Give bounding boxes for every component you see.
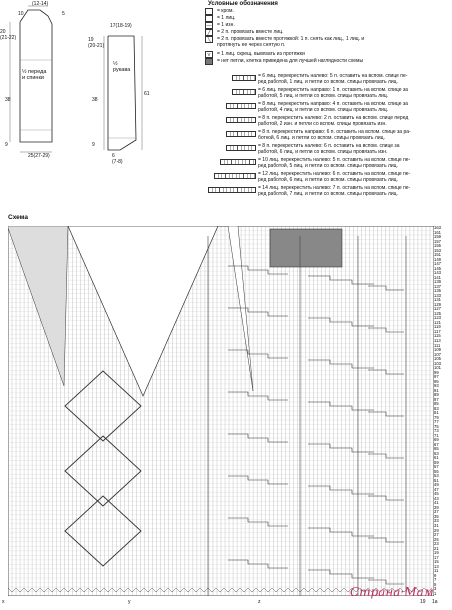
sleeve-mid-measure: 38	[92, 97, 98, 103]
row-number: 37	[434, 509, 439, 515]
row-number: 141	[434, 274, 441, 280]
cable-legend-text: = 8 п. перекрестить налево: 2 п. оставить на вспом. спице перед	[258, 115, 409, 121]
schematic-side-lower: 9	[5, 142, 8, 148]
row-number: 31	[434, 523, 439, 528]
row-number: 117	[434, 328, 441, 334]
row-number: 53	[434, 473, 439, 479]
schematic-bottom-measure: 25(27-29)	[28, 153, 50, 159]
sleeve-outline	[108, 36, 136, 150]
cable-legend-text: = 12 лиц. перекрестить налево: 6 п. оставить на вспом. спице пе-	[258, 171, 411, 177]
sleeve-lower-measure: 9	[92, 142, 95, 148]
row-number: 79	[434, 414, 439, 420]
row-number: 103	[434, 360, 441, 366]
row-number: 101	[434, 365, 441, 371]
bottom-mark-right2: 1a	[432, 599, 438, 605]
row-number: 105	[434, 356, 441, 362]
legend-item-text: = 2 п. провязать вместе лиц.	[217, 29, 284, 35]
legend-symbol-icon: ╲	[205, 36, 213, 43]
row-number: 11	[434, 568, 439, 574]
row-number: 85	[434, 401, 439, 407]
bottom-mark-mid2: z	[258, 599, 261, 605]
row-number: 143	[434, 270, 441, 276]
row-number: 115	[434, 333, 441, 339]
cable-legend-text-cont: ред работой, 1 лиц. и петли со вспом. спицы провязать лиц.	[258, 79, 398, 85]
row-number: 7	[434, 577, 437, 583]
legend-item-text: = 2 п. провязать вместе протяжкой: 1 п. снять как лиц., 1 лиц. и	[217, 36, 365, 42]
row-number: 27	[434, 532, 439, 538]
legend-symbol-icon	[205, 8, 213, 15]
row-number: 67	[434, 441, 439, 447]
row-number: 69	[434, 437, 439, 443]
cable-legend-text-cont: работой, 5 лиц. и петли со вспом. спицы провязать лиц.	[258, 93, 389, 99]
row-number: 45	[434, 491, 439, 497]
row-number: 29	[434, 527, 439, 533]
row-number: 61	[434, 455, 439, 461]
watermark-suffix: Мам	[404, 585, 434, 599]
row-number: 49	[434, 482, 439, 488]
cable-symbol-icon	[214, 173, 256, 179]
cable-symbol-icon	[232, 75, 256, 81]
legend-item-text-cont: протянуть ее через снятую п.	[217, 41, 286, 48]
cable-legend-text: = 8 п. перекрестить налево: 6 п. оставить на вспом. спице за	[258, 143, 400, 149]
cable-legend-text-cont: работой, 6 лиц. и петли со вспом. спицы провязать изн.	[258, 149, 388, 155]
cable-symbol-icon	[220, 159, 256, 165]
legend-item-text: = 1 лиц.	[217, 15, 236, 21]
legend-symbol-icon	[205, 15, 213, 22]
row-number: 63	[434, 450, 439, 456]
row-number: 157	[434, 238, 441, 244]
legend-item	[205, 58, 445, 66]
cable-legend-text-cont: ред работой, 7 лиц. и петли со вспом. спицы провязать лиц.	[258, 191, 398, 197]
row-number: 9	[434, 572, 437, 578]
row-number: 127	[434, 306, 441, 312]
bottom-mark-mid1: y	[128, 599, 131, 605]
watermark-dot: ·	[400, 585, 405, 599]
front-back-label: ½ переда и спинки	[22, 69, 47, 81]
sleeve-bottom-measure: 6 (7-8)	[112, 153, 123, 165]
legend-item-text: = нет петли, клетка приведена для лучшей наглядности схемы	[217, 58, 364, 64]
cable-symbol-icon	[226, 145, 256, 151]
row-number: 135	[434, 288, 441, 294]
row-number: 95	[434, 378, 439, 384]
row-number: 55	[434, 468, 439, 474]
bottom-mark-left: x	[2, 599, 5, 605]
row-number: 89	[434, 392, 439, 398]
row-number: 161	[434, 229, 441, 235]
row-number: 51	[434, 477, 439, 483]
row-number: 77	[434, 419, 439, 425]
row-number: 25	[434, 536, 439, 542]
cable-symbol-icon	[226, 103, 256, 109]
row-number: 99	[434, 369, 439, 375]
row-number: 131	[434, 297, 441, 303]
cable-legend-text: = 8 п. перекрестить направо: 6 п. оставить на вспом. спице за ра-	[258, 129, 411, 135]
row-number: 151	[434, 252, 441, 258]
cable-legend-text-cont: ред работой, 5 лиц. и петли со вспом. спицы провязать лиц.	[258, 163, 398, 169]
row-number: 107	[434, 351, 441, 357]
row-number: 129	[434, 301, 441, 307]
row-number: 133	[434, 292, 441, 298]
row-number: 33	[434, 518, 439, 524]
row-number: 91	[434, 387, 439, 393]
legend-symbol-icon: —	[206, 23, 212, 29]
row-number: 75	[434, 423, 439, 429]
cable-legend-text: = 6 лиц. перекрестить налево: 5 п. оставить на вспом. спице пе-	[258, 73, 408, 79]
cable-legend-text: = 14 лиц. перекрестить налево: 7 п. оставить на вспом. спице пе-	[258, 185, 411, 191]
row-number: 23	[434, 541, 439, 547]
schematic-side-upper: 20 (21-22)	[0, 29, 17, 41]
row-number: 1	[434, 590, 437, 596]
legend-symbol-icon: ⋎	[205, 51, 213, 58]
row-number: 57	[434, 464, 439, 470]
cable-symbol-icon	[226, 117, 256, 123]
row-number: 111	[434, 342, 441, 348]
row-number: 43	[434, 495, 439, 501]
bottom-mark-right1: 19	[420, 599, 426, 605]
cable-legend-text: = 8 лиц. перекрестить направо: 4 п. оставить на вспом. спице за	[258, 101, 408, 107]
schematic-small-measure: 5	[62, 11, 65, 17]
legend-item-text: = 1 изн.	[217, 22, 235, 28]
row-number: 13	[434, 563, 439, 569]
row-number: 123	[434, 315, 441, 321]
row-number: 155	[434, 243, 441, 249]
row-number: 113	[434, 338, 441, 343]
schematic-top-measure: (12-14)	[32, 1, 49, 7]
row-number: 71	[434, 432, 439, 438]
legend-symbol-icon: ╱	[205, 29, 213, 36]
cable-legend-text: = 10 лиц. перекрестить налево: 5 п. оставить на вспом. спице пе-	[258, 157, 411, 163]
garment-schematic	[0, 0, 200, 210]
row-number: 97	[434, 374, 439, 380]
sleeve-label: ½ рукава	[113, 61, 131, 73]
row-number: 39	[434, 504, 439, 510]
row-number: 145	[434, 265, 441, 271]
cable-symbol-icon	[208, 187, 256, 193]
row-number: 139	[434, 279, 441, 285]
row-number: 21	[434, 545, 439, 551]
sleeve-side-upper: 19 (20-21)	[88, 37, 105, 49]
cable-legend-text-cont: ред работой, 6 лиц. и петли со вспом. спицы провязать лиц.	[258, 177, 398, 183]
row-number: 65	[434, 446, 439, 452]
cable-legend-text-cont: боткой, 6 лиц. и петли со вспом. спицы провязать лиц.	[258, 135, 385, 141]
row-number: 149	[434, 256, 441, 262]
row-number: 3	[434, 586, 437, 592]
cable-symbol-icon	[226, 131, 256, 137]
legend-title: Условные обозначения	[208, 1, 278, 7]
row-number: 47	[434, 486, 439, 492]
legend-symbol-icon	[205, 58, 213, 65]
row-number: 87	[434, 396, 439, 402]
legend-item-text: = 1 лиц. скрещ. вывязать из протяжки	[217, 51, 305, 57]
schematic-side-mid: 38	[5, 97, 11, 103]
row-number: 59	[434, 459, 439, 465]
chart-title: Схема	[8, 214, 29, 221]
row-number: 35	[434, 513, 439, 519]
row-number: 159	[434, 234, 441, 240]
row-number: 5	[434, 581, 437, 587]
row-number: 109	[434, 347, 441, 353]
row-number: 125	[434, 310, 441, 316]
cable-legend-text-cont: работой, 4 лиц. и петли со вспом. спицы провязать лиц.	[258, 107, 389, 113]
row-number: 137	[434, 283, 441, 289]
row-number: 93	[434, 383, 439, 389]
row-number: 19	[434, 550, 439, 556]
row-number: 163	[434, 225, 441, 231]
legend-item-text: = кром.	[217, 8, 234, 14]
row-number: 121	[434, 319, 441, 325]
row-number: 15	[434, 559, 439, 565]
sleeve-top-measure: 17(18-19)	[110, 23, 132, 29]
row-number: 73	[434, 428, 439, 434]
row-number: 147	[434, 261, 441, 267]
cable-legend-text: = 6 лиц. перекрестить направо: 1 п. оставить на вспом. спице за	[258, 87, 408, 93]
row-number: 153	[434, 247, 441, 253]
sleeve-right-measure: 61	[144, 91, 150, 97]
watermark-prefix: Страна	[350, 585, 401, 599]
cable-symbol-icon	[232, 89, 256, 95]
row-number: 17	[434, 554, 439, 560]
shaded-block	[270, 229, 342, 267]
legend-item	[205, 36, 445, 48]
schematic-top-left-measure: 10	[18, 11, 24, 17]
row-number: 119	[434, 324, 441, 330]
row-number: 83	[434, 405, 439, 411]
row-number: 81	[434, 410, 439, 416]
watermark	[350, 581, 437, 599]
cable-legend-text-cont: работой, 2 изн. и петли со вспом. спицы провязать изн.	[258, 121, 387, 127]
row-number: 41	[434, 500, 439, 506]
